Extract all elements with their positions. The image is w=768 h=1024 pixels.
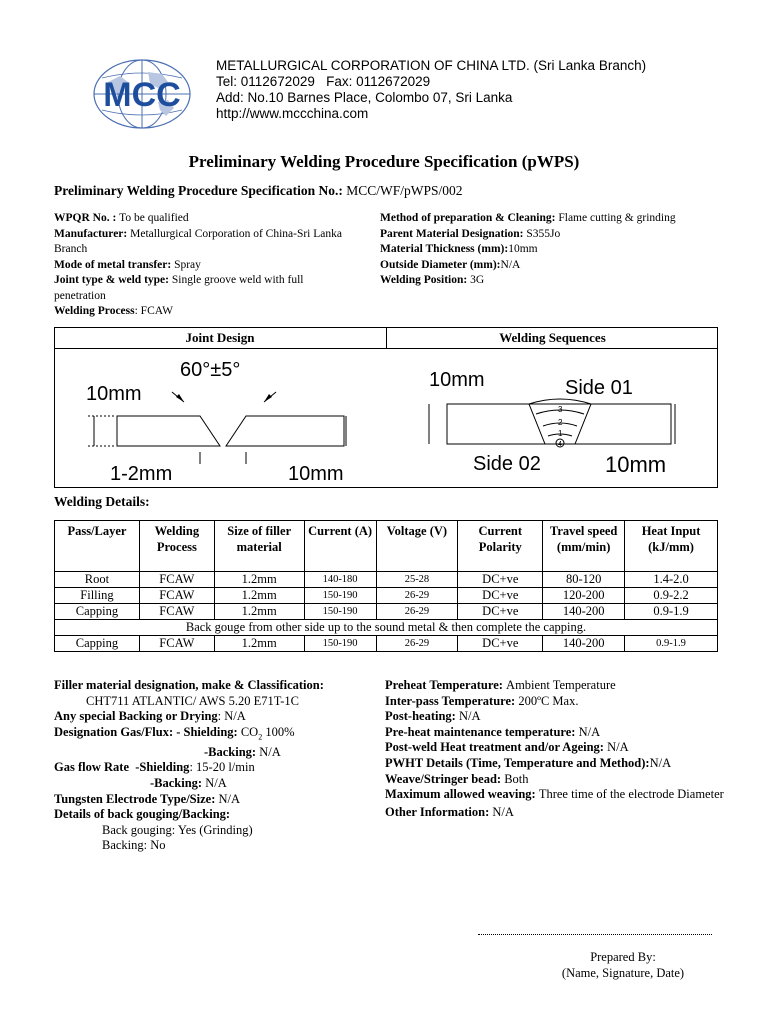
col-heat-input: Heat Input (kJ/mm) bbox=[625, 521, 718, 572]
info-parent-material: Parent Material Designation: S355Jo bbox=[380, 227, 561, 240]
seq-thickness-label: 10mm bbox=[429, 369, 485, 391]
col-voltage: Voltage (V) bbox=[376, 521, 458, 572]
lower-left-details bbox=[54, 678, 374, 854]
thickness-label-left: 10mm bbox=[86, 383, 142, 405]
company-name: METALLURGICAL CORPORATION OF CHINA LTD. (Sri Lanka Branch) bbox=[216, 58, 647, 73]
filler-value: CHT711 ATLANTIC/ AWS 5.20 E71T-1C bbox=[86, 693, 300, 708]
info-right bbox=[380, 211, 720, 289]
max-weaving: Maximum allowed weaving: Three time of the electrode Diameter bbox=[385, 787, 724, 802]
col-polarity: Current Polarity bbox=[458, 521, 543, 572]
pwht-details: PWHT Details (Time, Temperature and Method):N/A bbox=[385, 755, 672, 770]
post-heating: Post-heating: N/A bbox=[385, 709, 481, 724]
post-weld-treatment: Post-weld Heat treatment and/or Ageing: N/A bbox=[385, 740, 629, 755]
pass-4-label: 4 bbox=[558, 441, 562, 448]
info-thickness: Material Thickness (mm):10mm bbox=[380, 243, 538, 255]
table-row: Capping FCAW 1.2mm 150-190 26-29 DC+ve 140-200 0.9-1.9 bbox=[55, 604, 718, 620]
col-travel-speed: Travel speed (mm/min) bbox=[543, 521, 625, 572]
col-current: Current (A) bbox=[304, 521, 376, 572]
joint-design-title: Joint Design bbox=[185, 330, 255, 345]
gas-flux: Designation Gas/Flux: - Shielding: $CO_2$ 100% bbox=[54, 724, 295, 742]
side-02-label: Side 02 bbox=[473, 453, 541, 475]
info-metal-transfer: Mode of metal transfer: Spray bbox=[54, 258, 201, 271]
company-website[interactable]: http://www.mccchina.com bbox=[216, 106, 369, 121]
col-welding-process: Welding Process bbox=[139, 521, 214, 572]
pass-1-label: 1 bbox=[558, 429, 563, 438]
signature-line bbox=[478, 934, 712, 935]
pass-2-label: 2 bbox=[558, 418, 563, 427]
right-plate bbox=[226, 416, 344, 446]
welding-sequence-drawing bbox=[415, 352, 715, 484]
table-note-row bbox=[55, 620, 718, 636]
gas-flow-rate: Gas flow Rate -Shielding: 15-20 l/min bbox=[54, 760, 255, 775]
info-left bbox=[54, 211, 354, 320]
special-backing: Any special Backing or Drying: N/A bbox=[54, 709, 246, 724]
table-row: Root FCAW 1.2mm 140-180 25-28 DC+ve 80-120 1.4-2.0 bbox=[55, 572, 718, 588]
flow-backing: -Backing: N/A bbox=[150, 776, 227, 791]
table-row: Capping FCAW 1.2mm 150-190 26-29 DC+ve 140-200 0.9-1.9 bbox=[55, 636, 718, 652]
preheat-temp: Preheat Temperature: Ambient Temperature bbox=[385, 678, 616, 692]
joint-design-drawing bbox=[80, 352, 370, 484]
col-pass-layer: Pass/Layer bbox=[55, 521, 140, 572]
gouging-value: Back gouging: Yes (Grinding) bbox=[102, 822, 253, 837]
spec-number-value: MCC/WF/pWPS/002 bbox=[346, 183, 463, 198]
company-header bbox=[216, 58, 646, 122]
signature-details: (Name, Signature, Date) bbox=[561, 966, 685, 980]
table-row: Filling FCAW 1.2mm 150-190 26-29 DC+ve 120-200 0.9-2.2 bbox=[55, 588, 718, 604]
interpass-temp: Inter-pass Temperature: 200ºC Max. bbox=[385, 693, 579, 708]
spec-number bbox=[54, 183, 463, 199]
root-gap-label: 1-2mm bbox=[110, 463, 173, 484]
document-title: Preliminary Welding Procedure Specification (pWPS) bbox=[188, 152, 580, 171]
filler-label: Filler material designation, make & Classification: bbox=[54, 678, 324, 692]
company-tel: Tel: 0112672029 Fax: 0112672029 bbox=[216, 74, 431, 89]
logo-text: MCC bbox=[103, 76, 181, 114]
info-preparation: Method of preparation & Cleaning: Flame cutting & grinding bbox=[380, 212, 676, 224]
info-welding-process: Welding Process: FCAW bbox=[54, 305, 173, 317]
signature-block bbox=[478, 949, 768, 981]
welding-details-table bbox=[54, 520, 718, 652]
angle-label: 60°±5° bbox=[180, 359, 241, 381]
info-joint-type: Joint type & weld type: Single groove weld with full penetration bbox=[54, 274, 304, 302]
thickness-label-right: 10mm bbox=[288, 463, 344, 484]
left-plate bbox=[117, 416, 220, 446]
weave-stringer: Weave/Stringer bead: Both bbox=[385, 771, 529, 786]
welding-sequences-title: Welding Sequences bbox=[499, 330, 606, 345]
info-wpqr: WPQR No. : To be qualified bbox=[54, 212, 189, 224]
backing-detail: Backing: No bbox=[102, 838, 166, 853]
prepared-by: Prepared By: bbox=[590, 950, 656, 964]
gas-backing: -Backing: N/A bbox=[204, 744, 281, 759]
tungsten-electrode: Tungsten Electrode Type/Size: N/A bbox=[54, 791, 241, 806]
col-filler-size: Size of filler material bbox=[214, 521, 304, 572]
info-outside-diameter: Outside Diameter (mm):N/A bbox=[380, 258, 521, 271]
preheat-maintenance: Pre-heat maintenance temperature: N/A bbox=[385, 724, 601, 739]
spec-number-label: Preliminary Welding Procedure Specification No.: bbox=[54, 183, 347, 198]
seq-thickness-bottom-label: 10mm bbox=[605, 452, 667, 477]
back-gouge-note: Back gouge from other side up to the sound metal & then complete the capping. bbox=[55, 620, 718, 636]
table-header-row bbox=[55, 521, 718, 572]
company-address: Add: No.10 Barnes Place, Colombo 07, Sri Lanka bbox=[216, 90, 513, 105]
welding-details-title: Welding Details: bbox=[54, 494, 150, 509]
mcc-logo bbox=[88, 58, 196, 130]
other-information: Other Information: N/A bbox=[385, 804, 514, 819]
side-01-label: Side 01 bbox=[565, 377, 633, 399]
info-welding-position: Welding Position: 3G bbox=[380, 274, 485, 286]
pass-3-label: 3 bbox=[558, 405, 563, 414]
gouging-label: Details of back gouging/Backing: bbox=[54, 807, 231, 822]
lower-right-details bbox=[385, 678, 725, 820]
info-manufacturer: Manufacturer: Metallurgical Corporation of China-Sri Lanka Branch bbox=[54, 227, 342, 255]
